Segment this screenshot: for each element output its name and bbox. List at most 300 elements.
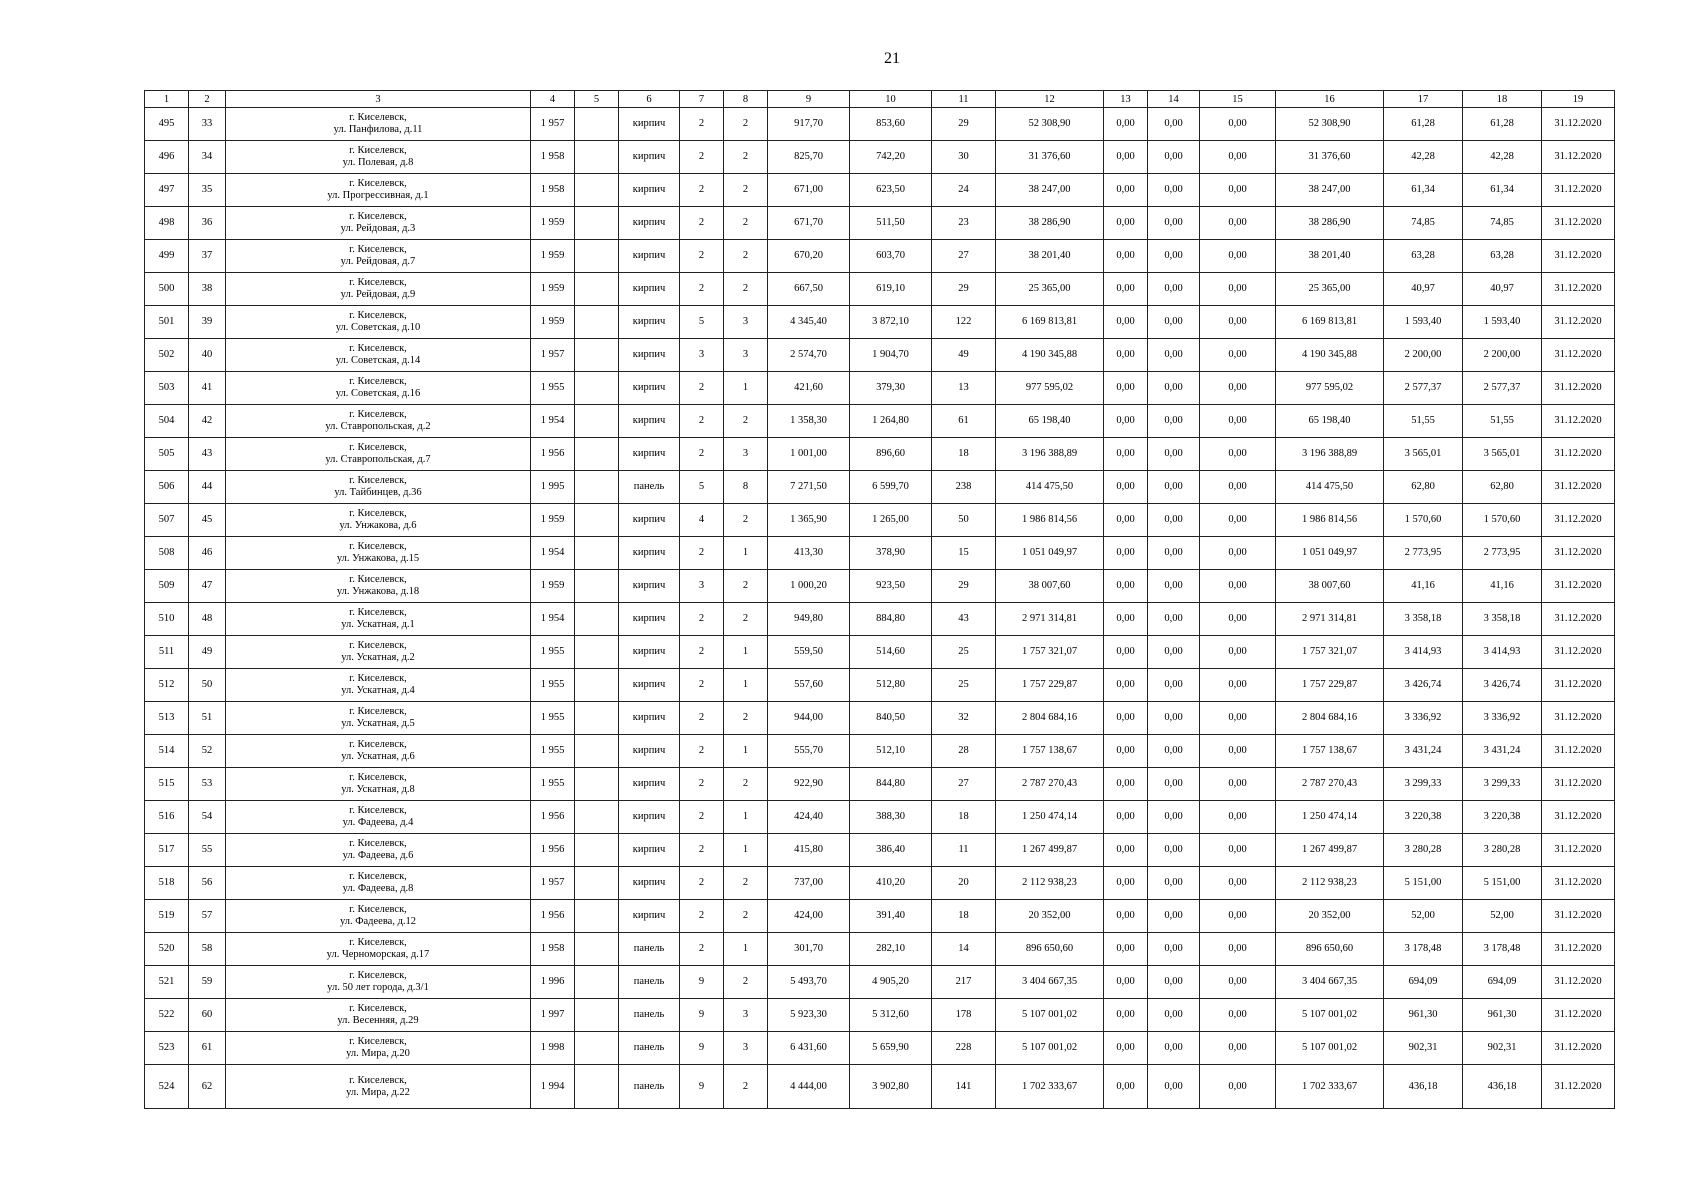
cell-c7: 2 bbox=[680, 669, 724, 702]
cell-c15: 0,00 bbox=[1200, 504, 1276, 537]
cell-c6: кирпич bbox=[619, 834, 680, 867]
address-street: ул. Ускатная, д.4 bbox=[341, 685, 415, 696]
cell-c10: 896,60 bbox=[850, 438, 932, 471]
address-street: ул. Фадеева, д.6 bbox=[342, 850, 414, 861]
table-row bbox=[145, 801, 1615, 834]
cell-c19: 31.12.2020 bbox=[1542, 768, 1615, 801]
cell-c18: 1 570,60 bbox=[1463, 504, 1542, 537]
cell-c12: 38 201,40 bbox=[996, 240, 1104, 273]
cell-c16: 38 247,00 bbox=[1276, 174, 1384, 207]
address-city: г. Киселевск, bbox=[349, 937, 407, 948]
cell-c7: 9 bbox=[680, 1065, 724, 1109]
cell-c13: 0,00 bbox=[1104, 207, 1148, 240]
address-city: г. Киселевск, bbox=[349, 673, 407, 684]
cell-c14: 0,00 bbox=[1148, 735, 1200, 768]
cell-c15: 0,00 bbox=[1200, 801, 1276, 834]
cell-c1: 515 bbox=[145, 768, 189, 801]
cell-c11: 217 bbox=[932, 966, 996, 999]
cell-c5 bbox=[575, 669, 619, 702]
cell-c15: 0,00 bbox=[1200, 636, 1276, 669]
cell-c6: кирпич bbox=[619, 537, 680, 570]
cell-c4: 1 955 bbox=[531, 372, 575, 405]
cell-c7: 2 bbox=[680, 834, 724, 867]
cell-c6: панель bbox=[619, 1032, 680, 1065]
table-row bbox=[145, 636, 1615, 669]
cell-c7: 2 bbox=[680, 372, 724, 405]
cell-c4: 1 955 bbox=[531, 768, 575, 801]
cell-c7: 2 bbox=[680, 867, 724, 900]
cell-c13: 0,00 bbox=[1104, 306, 1148, 339]
cell-c15: 0,00 bbox=[1200, 768, 1276, 801]
cell-c18: 902,31 bbox=[1463, 1032, 1542, 1065]
cell-c10: 511,50 bbox=[850, 207, 932, 240]
address-city: г. Киселевск, bbox=[349, 970, 407, 981]
cell-c7: 9 bbox=[680, 1032, 724, 1065]
cell-c19: 31.12.2020 bbox=[1542, 636, 1615, 669]
cell-c11: 32 bbox=[932, 702, 996, 735]
column-header: 19 bbox=[1542, 91, 1615, 108]
cell-c6: кирпич bbox=[619, 405, 680, 438]
cell-c1: 497 bbox=[145, 174, 189, 207]
cell-c8: 2 bbox=[724, 1065, 768, 1109]
cell-c6: панель bbox=[619, 966, 680, 999]
cell-c12: 1 250 474,14 bbox=[996, 801, 1104, 834]
page-number: 21 bbox=[884, 50, 900, 67]
cell-c16: 38 201,40 bbox=[1276, 240, 1384, 273]
cell-c7: 3 bbox=[680, 570, 724, 603]
cell-c1: 508 bbox=[145, 537, 189, 570]
cell-c6: кирпич bbox=[619, 570, 680, 603]
cell-c14: 0,00 bbox=[1148, 504, 1200, 537]
cell-c18: 3 336,92 bbox=[1463, 702, 1542, 735]
cell-c13: 0,00 bbox=[1104, 768, 1148, 801]
cell-c9: 1 365,90 bbox=[768, 504, 850, 537]
address-city: г. Киселевск, bbox=[349, 1074, 407, 1086]
cell-c10: 5 659,90 bbox=[850, 1032, 932, 1065]
cell-c17: 694,09 bbox=[1384, 966, 1463, 999]
cell-c11: 228 bbox=[932, 1032, 996, 1065]
cell-c2: 60 bbox=[189, 999, 226, 1032]
address-cell bbox=[226, 999, 531, 1032]
cell-c17: 3 565,01 bbox=[1384, 438, 1463, 471]
cell-c10: 378,90 bbox=[850, 537, 932, 570]
cell-c14: 0,00 bbox=[1148, 1065, 1200, 1109]
cell-c16: 1 757 229,87 bbox=[1276, 669, 1384, 702]
cell-c8: 3 bbox=[724, 999, 768, 1032]
cell-c16: 1 757 321,07 bbox=[1276, 636, 1384, 669]
cell-c19: 31.12.2020 bbox=[1542, 669, 1615, 702]
cell-c11: 18 bbox=[932, 801, 996, 834]
cell-c10: 619,10 bbox=[850, 273, 932, 306]
cell-c4: 1 958 bbox=[531, 141, 575, 174]
cell-c10: 386,40 bbox=[850, 834, 932, 867]
column-header: 13 bbox=[1104, 91, 1148, 108]
cell-c19: 31.12.2020 bbox=[1542, 801, 1615, 834]
cell-c4: 1 955 bbox=[531, 735, 575, 768]
cell-c16: 25 365,00 bbox=[1276, 273, 1384, 306]
cell-c2: 54 bbox=[189, 801, 226, 834]
address-cell bbox=[226, 405, 531, 438]
cell-c12: 414 475,50 bbox=[996, 471, 1104, 504]
address-city: г. Киселевск, bbox=[349, 739, 407, 750]
cell-c1: 523 bbox=[145, 1032, 189, 1065]
cell-c19: 31.12.2020 bbox=[1542, 735, 1615, 768]
cell-c14: 0,00 bbox=[1148, 669, 1200, 702]
address-city: г. Киселевск, bbox=[349, 1036, 407, 1047]
cell-c5 bbox=[575, 108, 619, 141]
table-row bbox=[145, 339, 1615, 372]
cell-c18: 3 299,33 bbox=[1463, 768, 1542, 801]
cell-c5 bbox=[575, 933, 619, 966]
cell-c7: 2 bbox=[680, 174, 724, 207]
cell-c8: 1 bbox=[724, 933, 768, 966]
cell-c16: 38 007,60 bbox=[1276, 570, 1384, 603]
cell-c18: 62,80 bbox=[1463, 471, 1542, 504]
cell-c5 bbox=[575, 768, 619, 801]
cell-c7: 2 bbox=[680, 603, 724, 636]
cell-c17: 40,97 bbox=[1384, 273, 1463, 306]
cell-c7: 2 bbox=[680, 240, 724, 273]
cell-c11: 29 bbox=[932, 273, 996, 306]
cell-c7: 2 bbox=[680, 702, 724, 735]
cell-c13: 0,00 bbox=[1104, 504, 1148, 537]
address-cell bbox=[226, 669, 531, 702]
table-header bbox=[145, 91, 1615, 108]
cell-c17: 2 773,95 bbox=[1384, 537, 1463, 570]
cell-c12: 31 376,60 bbox=[996, 141, 1104, 174]
cell-c12: 20 352,00 bbox=[996, 900, 1104, 933]
cell-c11: 23 bbox=[932, 207, 996, 240]
table-row bbox=[145, 537, 1615, 570]
cell-c10: 742,20 bbox=[850, 141, 932, 174]
cell-c12: 896 650,60 bbox=[996, 933, 1104, 966]
cell-c4: 1 959 bbox=[531, 207, 575, 240]
cell-c14: 0,00 bbox=[1148, 834, 1200, 867]
cell-c15: 0,00 bbox=[1200, 999, 1276, 1032]
cell-c2: 37 bbox=[189, 240, 226, 273]
address-cell bbox=[226, 372, 531, 405]
address-street: ул. Панфилова, д.11 bbox=[333, 124, 423, 135]
cell-c9: 301,70 bbox=[768, 933, 850, 966]
cell-c12: 977 595,02 bbox=[996, 372, 1104, 405]
cell-c5 bbox=[575, 702, 619, 735]
cell-c15: 0,00 bbox=[1200, 174, 1276, 207]
cell-c12: 2 971 314,81 bbox=[996, 603, 1104, 636]
address-street: ул. Советская, д.14 bbox=[335, 355, 421, 366]
cell-c8: 2 bbox=[724, 570, 768, 603]
cell-c13: 0,00 bbox=[1104, 537, 1148, 570]
cell-c2: 34 bbox=[189, 141, 226, 174]
cell-c1: 511 bbox=[145, 636, 189, 669]
cell-c17: 5 151,00 bbox=[1384, 867, 1463, 900]
cell-c9: 2 574,70 bbox=[768, 339, 850, 372]
address-street: ул. Фадеева, д.4 bbox=[342, 817, 414, 828]
cell-c14: 0,00 bbox=[1148, 570, 1200, 603]
table-row bbox=[145, 999, 1615, 1032]
cell-c4: 1 956 bbox=[531, 900, 575, 933]
cell-c5 bbox=[575, 867, 619, 900]
cell-c14: 0,00 bbox=[1148, 999, 1200, 1032]
table-row bbox=[145, 603, 1615, 636]
cell-c4: 1 998 bbox=[531, 1032, 575, 1065]
cell-c8: 1 bbox=[724, 537, 768, 570]
cell-c12: 1 757 138,67 bbox=[996, 735, 1104, 768]
cell-c1: 498 bbox=[145, 207, 189, 240]
address-cell bbox=[226, 1032, 531, 1065]
address-city: г. Киселевск, bbox=[349, 706, 407, 717]
cell-c1: 501 bbox=[145, 306, 189, 339]
cell-c14: 0,00 bbox=[1148, 537, 1200, 570]
cell-c16: 6 169 813,81 bbox=[1276, 306, 1384, 339]
cell-c17: 3 299,33 bbox=[1384, 768, 1463, 801]
cell-c19: 31.12.2020 bbox=[1542, 537, 1615, 570]
cell-c11: 49 bbox=[932, 339, 996, 372]
cell-c6: кирпич bbox=[619, 240, 680, 273]
cell-c16: 5 107 001,02 bbox=[1276, 1032, 1384, 1065]
cell-c17: 3 220,38 bbox=[1384, 801, 1463, 834]
cell-c2: 51 bbox=[189, 702, 226, 735]
cell-c13: 0,00 bbox=[1104, 801, 1148, 834]
cell-c13: 0,00 bbox=[1104, 636, 1148, 669]
cell-c12: 4 190 345,88 bbox=[996, 339, 1104, 372]
cell-c9: 557,60 bbox=[768, 669, 850, 702]
cell-c2: 55 bbox=[189, 834, 226, 867]
table-row bbox=[145, 867, 1615, 900]
address-city: г. Киселевск, bbox=[349, 1003, 407, 1014]
address-cell bbox=[226, 900, 531, 933]
cell-c10: 6 599,70 bbox=[850, 471, 932, 504]
cell-c10: 4 905,20 bbox=[850, 966, 932, 999]
cell-c17: 2 577,37 bbox=[1384, 372, 1463, 405]
cell-c5 bbox=[575, 603, 619, 636]
cell-c1: 521 bbox=[145, 966, 189, 999]
address-street: ул. Ускатная, д.6 bbox=[341, 751, 415, 762]
cell-c15: 0,00 bbox=[1200, 702, 1276, 735]
table-row bbox=[145, 306, 1615, 339]
cell-c1: 509 bbox=[145, 570, 189, 603]
cell-c8: 1 bbox=[724, 801, 768, 834]
cell-c9: 559,50 bbox=[768, 636, 850, 669]
cell-c19: 31.12.2020 bbox=[1542, 141, 1615, 174]
cell-c6: кирпич bbox=[619, 669, 680, 702]
cell-c7: 2 bbox=[680, 405, 724, 438]
cell-c5 bbox=[575, 801, 619, 834]
header-row bbox=[145, 91, 1615, 108]
column-header: 15 bbox=[1200, 91, 1276, 108]
cell-c11: 28 bbox=[932, 735, 996, 768]
address-city: г. Киселевск, bbox=[349, 409, 407, 420]
address-street: ул. Унжакова, д.18 bbox=[336, 586, 420, 597]
cell-c6: кирпич bbox=[619, 372, 680, 405]
cell-c17: 961,30 bbox=[1384, 999, 1463, 1032]
cell-c15: 0,00 bbox=[1200, 867, 1276, 900]
cell-c18: 3 280,28 bbox=[1463, 834, 1542, 867]
cell-c13: 0,00 bbox=[1104, 570, 1148, 603]
cell-c11: 50 bbox=[932, 504, 996, 537]
cell-c17: 3 280,28 bbox=[1384, 834, 1463, 867]
cell-c19: 31.12.2020 bbox=[1542, 603, 1615, 636]
cell-c5 bbox=[575, 735, 619, 768]
cell-c19: 31.12.2020 bbox=[1542, 372, 1615, 405]
cell-c8: 2 bbox=[724, 900, 768, 933]
cell-c14: 0,00 bbox=[1148, 603, 1200, 636]
address-street: ул. 50 лет города, д.3/1 bbox=[327, 982, 429, 993]
cell-c18: 74,85 bbox=[1463, 207, 1542, 240]
cell-c2: 59 bbox=[189, 966, 226, 999]
table-row bbox=[145, 174, 1615, 207]
cell-c1: 506 bbox=[145, 471, 189, 504]
cell-c1: 520 bbox=[145, 933, 189, 966]
column-header: 1 bbox=[145, 91, 189, 108]
cell-c12: 5 107 001,02 bbox=[996, 1032, 1104, 1065]
cell-c19: 31.12.2020 bbox=[1542, 1032, 1615, 1065]
cell-c16: 2 971 314,81 bbox=[1276, 603, 1384, 636]
cell-c1: 502 bbox=[145, 339, 189, 372]
cell-c16: 2 804 684,16 bbox=[1276, 702, 1384, 735]
cell-c16: 2 787 270,43 bbox=[1276, 768, 1384, 801]
cell-c17: 3 431,24 bbox=[1384, 735, 1463, 768]
cell-c2: 45 bbox=[189, 504, 226, 537]
cell-c14: 0,00 bbox=[1148, 306, 1200, 339]
cell-c19: 31.12.2020 bbox=[1542, 999, 1615, 1032]
cell-c4: 1 997 bbox=[531, 999, 575, 1032]
cell-c1: 518 bbox=[145, 867, 189, 900]
cell-c10: 514,60 bbox=[850, 636, 932, 669]
column-header: 9 bbox=[768, 91, 850, 108]
cell-c10: 623,50 bbox=[850, 174, 932, 207]
cell-c13: 0,00 bbox=[1104, 669, 1148, 702]
cell-c11: 27 bbox=[932, 240, 996, 273]
cell-c9: 555,70 bbox=[768, 735, 850, 768]
cell-c18: 61,28 bbox=[1463, 108, 1542, 141]
cell-c6: кирпич bbox=[619, 141, 680, 174]
cell-c7: 3 bbox=[680, 339, 724, 372]
address-street: ул. Рейдовая, д.3 bbox=[340, 223, 416, 234]
cell-c17: 3 336,92 bbox=[1384, 702, 1463, 735]
address-street: ул. Унжакова, д.6 bbox=[339, 520, 417, 531]
cell-c18: 3 431,24 bbox=[1463, 735, 1542, 768]
cell-c11: 20 bbox=[932, 867, 996, 900]
cell-c10: 844,80 bbox=[850, 768, 932, 801]
cell-c18: 3 358,18 bbox=[1463, 603, 1542, 636]
cell-c2: 42 bbox=[189, 405, 226, 438]
address-street: ул. Фадеева, д.8 bbox=[342, 883, 414, 894]
cell-c14: 0,00 bbox=[1148, 1032, 1200, 1065]
cell-c14: 0,00 bbox=[1148, 438, 1200, 471]
cell-c15: 0,00 bbox=[1200, 1065, 1276, 1109]
cell-c7: 2 bbox=[680, 141, 724, 174]
table-row bbox=[145, 669, 1615, 702]
address-city: г. Киселевск, bbox=[349, 640, 407, 651]
cell-c13: 0,00 bbox=[1104, 999, 1148, 1032]
cell-c18: 2 773,95 bbox=[1463, 537, 1542, 570]
cell-c4: 1 958 bbox=[531, 174, 575, 207]
cell-c15: 0,00 bbox=[1200, 273, 1276, 306]
cell-c2: 53 bbox=[189, 768, 226, 801]
address-cell bbox=[226, 801, 531, 834]
cell-c9: 7 271,50 bbox=[768, 471, 850, 504]
cell-c14: 0,00 bbox=[1148, 174, 1200, 207]
cell-c8: 1 bbox=[724, 636, 768, 669]
cell-c9: 922,90 bbox=[768, 768, 850, 801]
address-cell bbox=[226, 339, 531, 372]
cell-c4: 1 954 bbox=[531, 405, 575, 438]
cell-c8: 1 bbox=[724, 735, 768, 768]
cell-c18: 42,28 bbox=[1463, 141, 1542, 174]
cell-c16: 31 376,60 bbox=[1276, 141, 1384, 174]
cell-c18: 51,55 bbox=[1463, 405, 1542, 438]
cell-c4: 1 955 bbox=[531, 636, 575, 669]
cell-c17: 62,80 bbox=[1384, 471, 1463, 504]
table-row bbox=[145, 966, 1615, 999]
cell-c7: 2 bbox=[680, 207, 724, 240]
cell-c10: 512,10 bbox=[850, 735, 932, 768]
cell-c14: 0,00 bbox=[1148, 405, 1200, 438]
cell-c12: 65 198,40 bbox=[996, 405, 1104, 438]
cell-c10: 1 264,80 bbox=[850, 405, 932, 438]
cell-c1: 522 bbox=[145, 999, 189, 1032]
cell-c11: 29 bbox=[932, 108, 996, 141]
cell-c18: 52,00 bbox=[1463, 900, 1542, 933]
column-header: 4 bbox=[531, 91, 575, 108]
cell-c5 bbox=[575, 1032, 619, 1065]
cell-c19: 31.12.2020 bbox=[1542, 273, 1615, 306]
cell-c14: 0,00 bbox=[1148, 768, 1200, 801]
address-cell bbox=[226, 867, 531, 900]
address-city: г. Киселевск, bbox=[349, 772, 407, 783]
address-street: ул. Весенняя, д.29 bbox=[337, 1015, 419, 1026]
cell-c12: 1 051 049,97 bbox=[996, 537, 1104, 570]
cell-c8: 2 bbox=[724, 702, 768, 735]
table-body bbox=[145, 108, 1615, 1109]
cell-c17: 3 178,48 bbox=[1384, 933, 1463, 966]
cell-c15: 0,00 bbox=[1200, 141, 1276, 174]
address-city: г. Киселевск, bbox=[349, 178, 407, 189]
cell-c15: 0,00 bbox=[1200, 669, 1276, 702]
cell-c13: 0,00 bbox=[1104, 834, 1148, 867]
address-cell bbox=[226, 768, 531, 801]
cell-c13: 0,00 bbox=[1104, 867, 1148, 900]
column-header: 2 bbox=[189, 91, 226, 108]
address-cell bbox=[226, 702, 531, 735]
cell-c9: 424,40 bbox=[768, 801, 850, 834]
cell-c11: 11 bbox=[932, 834, 996, 867]
cell-c16: 65 198,40 bbox=[1276, 405, 1384, 438]
cell-c15: 0,00 bbox=[1200, 372, 1276, 405]
cell-c15: 0,00 bbox=[1200, 306, 1276, 339]
cell-c5 bbox=[575, 1065, 619, 1109]
cell-c7: 2 bbox=[680, 273, 724, 306]
cell-c2: 57 bbox=[189, 900, 226, 933]
cell-c16: 1 702 333,67 bbox=[1276, 1065, 1384, 1109]
cell-c5 bbox=[575, 636, 619, 669]
column-header: 3 bbox=[226, 91, 531, 108]
cell-c4: 1 957 bbox=[531, 867, 575, 900]
cell-c14: 0,00 bbox=[1148, 867, 1200, 900]
cell-c19: 31.12.2020 bbox=[1542, 933, 1615, 966]
cell-c10: 5 312,60 bbox=[850, 999, 932, 1032]
cell-c16: 3 404 667,35 bbox=[1276, 966, 1384, 999]
cell-c15: 0,00 bbox=[1200, 966, 1276, 999]
cell-c14: 0,00 bbox=[1148, 636, 1200, 669]
cell-c19: 31.12.2020 bbox=[1542, 207, 1615, 240]
address-cell bbox=[226, 471, 531, 504]
table-row bbox=[145, 438, 1615, 471]
cell-c15: 0,00 bbox=[1200, 537, 1276, 570]
column-header: 17 bbox=[1384, 91, 1463, 108]
column-header: 10 bbox=[850, 91, 932, 108]
address-cell bbox=[226, 636, 531, 669]
